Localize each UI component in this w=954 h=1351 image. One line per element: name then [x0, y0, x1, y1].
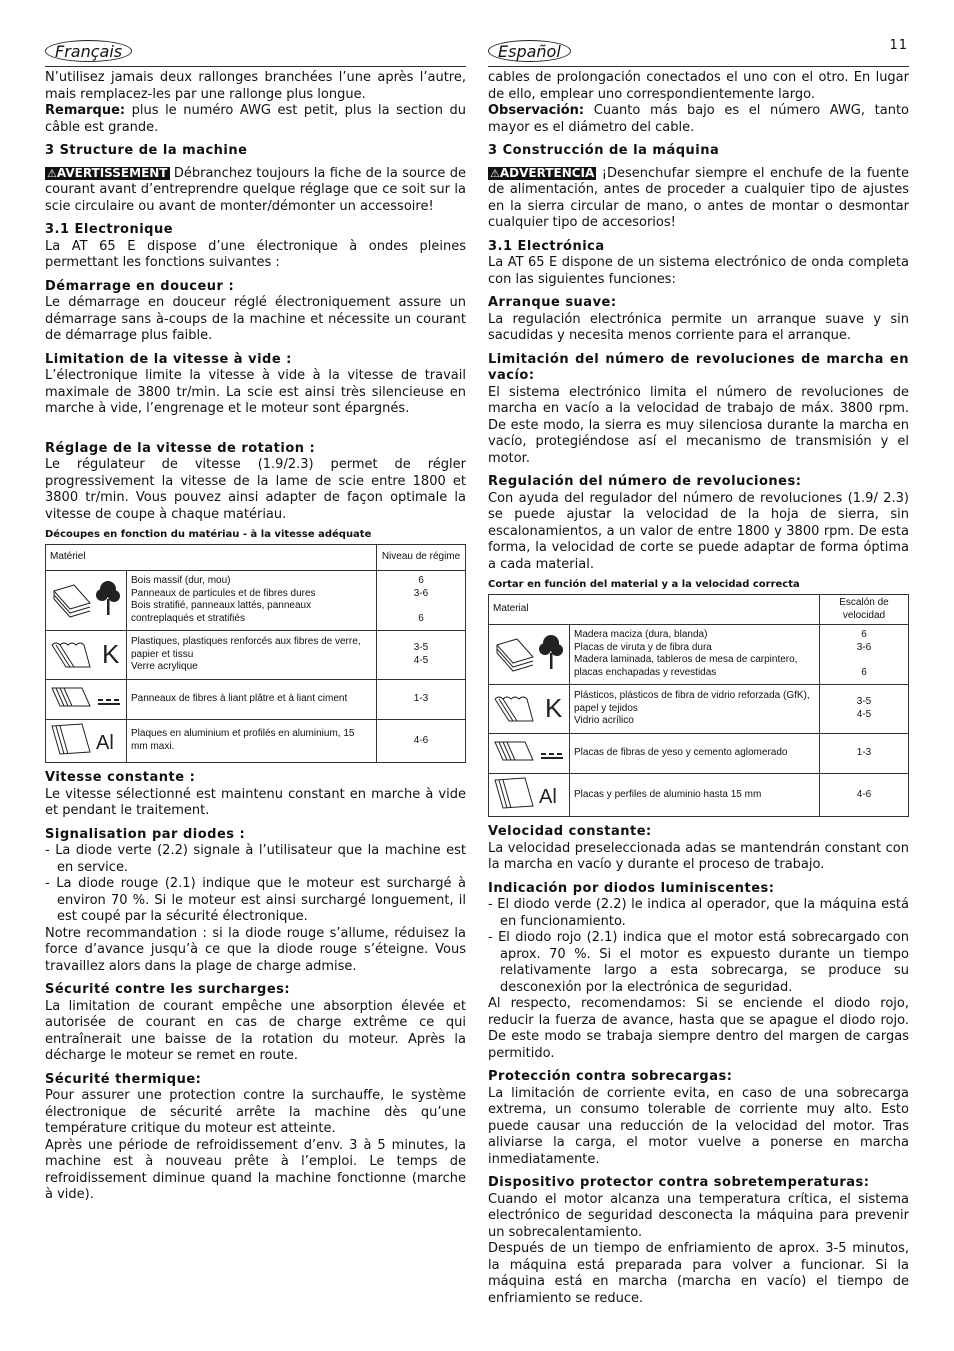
- material-label: Panneaux de particules et de fibres dures: [131, 587, 316, 599]
- speed-value: 4-6: [820, 773, 909, 817]
- section-3-heading: 3 Construcción de la máquina: [488, 143, 720, 158]
- header-spanish: [488, 40, 909, 67]
- speed-value: 1-3: [377, 680, 466, 720]
- warning-text: Débranchez toujours la fiche de la source de courant avant d’entreprendre quelque réglage que ce soit sur la scie circulaire ou avant de monter/démonter un accessoire!: [45, 165, 466, 214]
- table-header-speed: Escalón de velocidad: [820, 595, 909, 625]
- speed-regulation-text: Le régulateur de vitesse (1.9/2.3) permet de régler progressivement la vitesse de la lame de scie entre 1800 et 3800 tr/min. Vous pouvez ainsi adapter de façon optimale la vitesse de coupe à chaque matériau.: [45, 457, 466, 522]
- remark-label: Remarque:: [45, 103, 126, 118]
- plastic-k-label: K: [102, 638, 120, 669]
- overload-text: La limitación de corriente evita, en caso de una sobrecarga extrema, un consumo tolerable de corriente muy alto. Esto puede causar una reducción de la velocidad del motor. Tras aliviarse la carga, el motor vuelve a ponerse en marcha inmediatamente.: [488, 1085, 909, 1167]
- thermal-text-2: Après une période de refroidissement d’env. 3 à 5 minutes, la machine est à nouveau prête à l’emploi. Le temps de refroidissement diminue quand la machine fonctionne (marche à vide).: [45, 1137, 466, 1202]
- constant-speed-text: La velocidad preseleccionada adas se mantendrán constant con la marcha en vacío y durante el proceso de trabajo.: [488, 840, 909, 872]
- idle-limit-heading: Limitación del número de revoluciones de marcha en vacío:: [488, 351, 909, 383]
- warning: [45, 166, 466, 216]
- diode-heading: Signalisation par diodes :: [45, 826, 246, 842]
- table-row: [489, 773, 909, 817]
- section-31-text: La AT 65 E dispone de un sistema electrónico de onda completa con las siguientes funciones:: [488, 255, 909, 287]
- warning-badge: [45, 167, 170, 180]
- material-label: Placas de viruta y de fibra dura: [574, 641, 712, 653]
- warning-label: ADVERTENCIA: [499, 165, 595, 180]
- thermal-text-2: Después de un tiempo de enfriamiento de aprox. 3-5 minutos, la máquina está preparada para volver a funcionar. Si la máquina está en marcha (marcha en vacío) el tiempo de enfriamiento se reduce.: [488, 1241, 909, 1306]
- speed-value: 3-6: [413, 587, 429, 599]
- idle-limit-text: L’électronique limite la vitesse à vide à la vitesse de travail maximale de 3800 tr/min. La scie est ainsi très silencieuse en marche à vide, l’engrenage et le moteur sont épargnés.: [45, 368, 466, 416]
- warning-icon: ⚠: [47, 166, 57, 180]
- warning: [488, 166, 909, 232]
- plastic-material-icon: [489, 684, 570, 734]
- warning-label: AVERTISSEMENT: [56, 165, 168, 180]
- plastic-k-label: K: [545, 692, 563, 723]
- column-spanish: [488, 70, 909, 1307]
- table-caption: Découpes en fonction du matériau - à la vitesse adéquate: [45, 529, 372, 540]
- constant-speed-text: Le vitesse sélectionné est maintenu constant en marche à vide et pendant le traitement.: [45, 786, 466, 818]
- table-row: [46, 630, 466, 680]
- idle-limit-text: El sistema electrónico limita el número de revoluciones de marcha en vacío a la velocidad de trabajo de máx. 3800 rpm. De este modo, la sierra es muy silenciosa durante la marcha en vacío, protegiéndose así el mecanismo de transmisión y el motor.: [488, 384, 909, 466]
- remark-text: Cuanto más bajo es el número AWG, tanto mayor es el diámetro del cable.: [488, 103, 909, 135]
- page-number: 11: [889, 38, 908, 53]
- soft-start-heading: Démarrage en douceur :: [45, 278, 235, 294]
- speed-value: 3-6: [856, 641, 872, 653]
- aluminium-material-icon: [46, 719, 127, 763]
- overload-heading: Sécurité contre les surcharges:: [45, 982, 291, 997]
- constant-speed-heading: Velocidad constante:: [488, 824, 652, 839]
- thermal-heading: Sécurité thermique:: [45, 1071, 202, 1087]
- section-3-heading: 3 Structure de la machine: [45, 143, 248, 158]
- diode-red-item: - La diode rouge (2.1) indique que le moteur est surchargé à environ 70 %. Si le moteur est ainsi surchargé longuement, il est coupé par la sécurité électronique.: [45, 876, 466, 924]
- soft-start-text: La regulación electrónica permite un arranque suave y sin sacudidas y necesita menos corriente para el arranque.: [488, 311, 909, 343]
- diode-recommendation: Notre recommandation : si la diode rouge s’allume, réduisez la force d’avance jusqu’à ce que la diode rouge s’éteigne. Vous travaillez alors dans la plage de charge admise.: [45, 925, 466, 974]
- section-31-heading: 3.1 Electronique: [45, 222, 174, 237]
- material-label: Bois stratifié, panneaux lattés, panneaux contreplaqués et stratifiés: [131, 600, 312, 624]
- remark-label: Observación:: [488, 103, 585, 118]
- speed-value: 1-3: [820, 734, 909, 774]
- soft-start-text: Le démarrage en douceur réglé électroniquement assure un démarrage sans à-coups de la machine et nécessite un courant de démarrage plus faible.: [45, 295, 466, 343]
- warning-badge: [488, 167, 596, 180]
- language-label-french: Français: [45, 40, 132, 62]
- table-caption: Cortar en función del material y a la velocidad correcta: [488, 579, 800, 590]
- material-speed-table: [488, 594, 909, 817]
- soft-start-heading: Arranque suave:: [488, 295, 617, 310]
- warning-text: ¡Desenchufar siempre el enchufe de la fuente de alimentación, antes de proceder a cualquier tipo de ajustes en la sierra circular de mano, o antes de montar o desmontar cualquier tipo de accesorios!: [488, 165, 909, 230]
- section-31-heading: 3.1 Electrónica: [488, 238, 605, 254]
- column-french: [45, 70, 466, 1204]
- wood-material-icon: [46, 571, 127, 631]
- speed-value: 4-5: [856, 708, 872, 720]
- speed-value: 6: [861, 666, 867, 678]
- remark-text: plus le numéro AWG est petit, plus la section du câble est grande.: [45, 103, 466, 135]
- idle-limit-heading: Limitation de la vitesse à vide :: [45, 351, 292, 367]
- warning-icon: ⚠: [490, 166, 500, 180]
- remark: [45, 103, 466, 136]
- material-label: Panneaux de fibres à liant plâtre et à liant ciment: [127, 680, 377, 720]
- thermal-text-1: Cuando el motor alcanza una temperatura crítica, el sistema electrónico de seguridad desconecta la máquina para prevenir un sobrecalentamiento.: [488, 1191, 909, 1240]
- aluminium-al-label: Al: [539, 785, 557, 808]
- diode-green-item: - El diodo verde (2.2) le indica al operador, que la máquina está en funcionamiento.: [488, 897, 909, 929]
- speed-value: 6: [418, 612, 424, 624]
- material-label: Plastiques, plastiques renforcés aux fibres de verre, papier et tissu: [131, 636, 361, 660]
- overload-heading: Protección contra sobrecargas:: [488, 1069, 733, 1084]
- table-row: [46, 571, 466, 631]
- speed-value: 4-5: [413, 654, 429, 666]
- material-label: Placas de fibras de yeso y cemento aglomerado: [570, 734, 820, 774]
- table-header-material: Material: [489, 595, 820, 625]
- intro-text: cables de prolongación conectados el uno con el otro. En lugar de ello, emplear uno correspondientemente largo.: [488, 70, 909, 102]
- diode-heading: Indicación por diodos luminiscentes:: [488, 880, 775, 896]
- speed-regulation-heading: Regulación del número de revoluciones:: [488, 474, 802, 489]
- speed-value: 3-5: [413, 642, 429, 654]
- constant-speed-heading: Vitesse constante :: [45, 770, 196, 785]
- material-speed-table: [45, 544, 466, 763]
- remark: [488, 103, 909, 136]
- diode-green-item: - La diode verte (2.2) signale à l’utilisateur que la machine est en service.: [45, 843, 466, 875]
- table-row: [489, 684, 909, 734]
- table-header-material: Matériel: [46, 545, 377, 571]
- material-label: Bois massif (dur, mou): [131, 575, 231, 587]
- thermal-heading: Dispositivo protector contra sobretemperaturas:: [488, 1175, 870, 1190]
- speed-value: 4-6: [377, 719, 466, 763]
- table-row: [489, 734, 909, 774]
- intro-text: N’utilisez jamais deux rallonges branchées l’une après l’autre, mais remplacez-les par une rallonge plus longue.: [45, 70, 466, 102]
- material-label: Madera maciza (dura, blanda): [574, 629, 708, 641]
- table-row: [489, 625, 909, 685]
- speed-regulation-text: Con ayuda del regulador del número de revoluciones (1.9/ 2.3) se puede ajustar la velocidad de la hoja de sierra, sin escalonamientos, a un valor de entre 1800 y 3800 rpm. De esta forma, la velocidad de corte se puede adaptar de forma óptima a cada material.: [488, 490, 909, 572]
- material-label: Placas y perfiles de aluminio hasta 15 mm: [570, 773, 820, 817]
- header-french: [45, 40, 466, 67]
- speed-value: 6: [418, 575, 424, 587]
- fiberboard-material-icon: [46, 680, 127, 720]
- section-31-text: La AT 65 E dispose d’une électronique à ondes pleines permettant les fonctions suivantes :: [45, 238, 466, 270]
- overload-text: La limitation de courant empêche une absorption élevée et autorisée de courant en cas de charge extrême ce qui entraînerait une baisse de la rotation du moteur. Après la décharge le moteur se remet en route.: [45, 998, 466, 1063]
- speed-value: 3-5: [856, 696, 872, 708]
- table-header-speed: Niveau de régime: [377, 545, 466, 571]
- aluminium-material-icon: [489, 773, 570, 817]
- material-label: Plaques en aluminium et profilés en aluminium, 15 mm maxi.: [127, 719, 377, 763]
- plastic-material-icon: [46, 630, 127, 680]
- speed-value: 6: [861, 629, 867, 641]
- aluminium-al-label: Al: [96, 731, 114, 754]
- diode-recommendation: Al respecto, recomendamos: Si se enciende el diodo rojo, reducir la fuerza de avance, hasta que se apague el diodo rojo. De este modo se trabaja siempre dentro del margen de cargas permitido.: [488, 996, 909, 1061]
- thermal-text-1: Pour assurer une protection contre la surchauffe, le système électronique de sécurité arrête la machine dès qu’une température critique du moteur est atteinte.: [45, 1088, 466, 1136]
- fiberboard-material-icon: [489, 734, 570, 774]
- material-label: Madera laminada, tableros de mesa de carpintero, placas enchapadas y revestidas: [574, 654, 798, 678]
- material-label: Verre acrylique: [131, 661, 198, 672]
- wood-material-icon: [489, 625, 570, 685]
- material-label: Vidrio acrílico: [574, 715, 634, 726]
- speed-regulation-heading: Réglage de la vitesse de rotation :: [45, 440, 316, 456]
- language-label-spanish: Español: [488, 40, 571, 62]
- table-row: [46, 680, 466, 720]
- diode-red-item: - El diodo rojo (2.1) indica que el motor está sobrecargado con aprox. 70 %. Si el motor es expuesto durante un tiempo relativamente largo a esta sobrecarga, se produce su desconexión por la electrónica de seguridad.: [488, 930, 909, 995]
- table-row: [46, 719, 466, 763]
- material-label: Plásticos, plásticos de fibra de vidrio reforzada (GfK), papel y tejidos: [574, 690, 810, 714]
